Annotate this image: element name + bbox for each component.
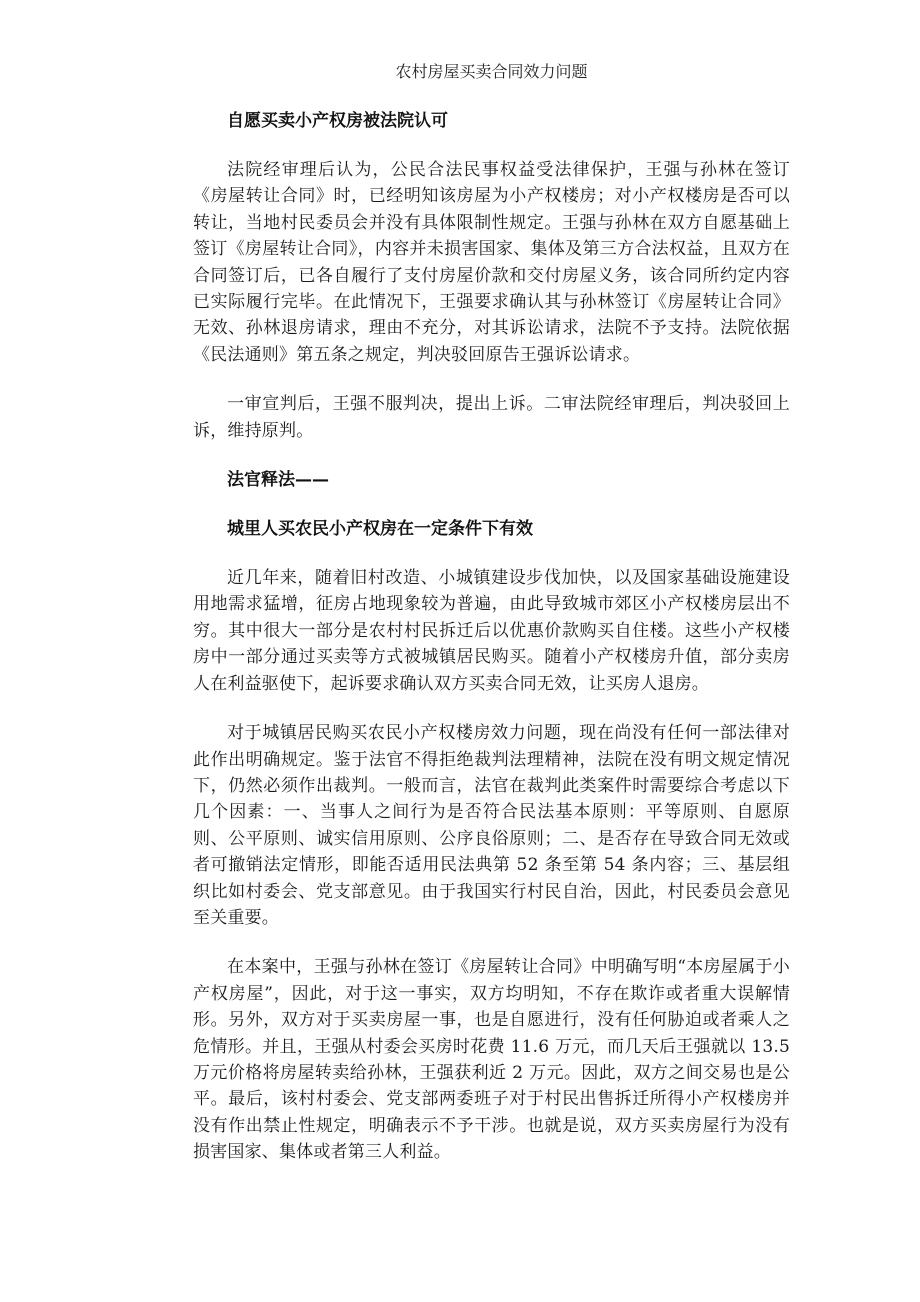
paragraph-appeal-result: 一审宣判后，王强不服判决，提出上诉。二审法院经审理后，判决驳回上诉，维持原判。 bbox=[193, 394, 790, 441]
section-heading-court-recognition: 自愿买卖小产权房被法院认可 bbox=[227, 111, 448, 131]
document-title: 农村房屋买卖合同效力问题 bbox=[395, 62, 588, 81]
section-heading-conditional-validity: 城里人买农民小产权房在一定条件下有效 bbox=[227, 519, 533, 540]
paragraph-case-analysis: 在本案中，王强与孙林在签订《房屋转让合同》中明确写明“本房屋属于小产权房屋”，因此，对于这一事实，双方均明知，不存在欺诈或者重大误解情形。另外，双方对于买卖房屋一事，也是自愿进行，没有任何胁迫或者乘人之危情形。并且，王强从村委会买房时花费 11.6 万元，而几天后王强就以 13.5 万元价格将房屋转卖给孙林，王强获利近 2 万元。因此，双方之间交易也是公平。最后，该村村委会、党支部两委班子对于村民出售拆迁所得小产权楼房并没有作出禁止性规定，明确表示不予干涉。也就是说，双方买卖房屋行为没有损害国家、集体或者第三人利益。 bbox=[193, 957, 790, 1163]
document-page bbox=[193, 60, 790, 1189]
paragraph-background: 近几年来，随着旧村改造、小城镇建设步伐加快，以及国家基础设施建设用地需求猛增，征房占地现象较为普遍，由此导致城市郊区小产权楼房层出不穷。其中很大一部分是农村村民拆迁后以优惠价款购买自住楼。这些小产权楼房中一部分通过买卖等方式被城镇居民购买。随着小产权楼房升值，部分卖房人在利益驱使下，起诉要求确认双方买卖合同无效，让买房人退房。 bbox=[193, 568, 790, 694]
paragraph-legal-factors: 对于城镇居民购买农民小产权楼房效力问题，现在尚没有任何一部法律对此作出明确规定。鉴于法官不得拒绝裁判法理精神，法院在没有明文规定情况下，仍然必须作出裁判。一般而言，法官在裁判此类案件时需要综合考虑以下几个因素：一、当事人之间行为是否符合民法基本原则：平等原则、自愿原则、公平原则、诚实信用原则、公序良俗原则；二、是否存在导致合同无效或者可撤销法定情形，即能否适用民法典第 52 条至第 54 条内容；三、基层组织比如村委会、党支部意见。由于我国实行村民自治，因此，村民委员会意见至关重要。 bbox=[193, 723, 790, 928]
section-heading-judge-explanation: 法官释法—— bbox=[227, 470, 329, 491]
paragraph-court-reasoning: 法院经审理后认为，公民合法民事权益受法律保护，王强与孙林在签订《房屋转让合同》时，已经明知该房屋为小产权楼房；对小产权楼房是否可以转让，当地村民委员会并没有具体限制性规定。王强与孙林在双方自愿基础上签订《房屋转让合同》，内容并未损害国家、集体及第三方合法权益，且双方在合同签订后，已各自履行了支付房屋价款和交付房屋义务，该合同所约定内容已实际履行完毕。在此情况下，王强要求确认其与孙林签订《房屋转让合同》无效、孙林退房请求，理由不充分，对其诉讼请求，法院不予支持。法院依据《民法通则》第五条之规定，判决驳回原告王强诉讼请求。 bbox=[193, 160, 790, 365]
